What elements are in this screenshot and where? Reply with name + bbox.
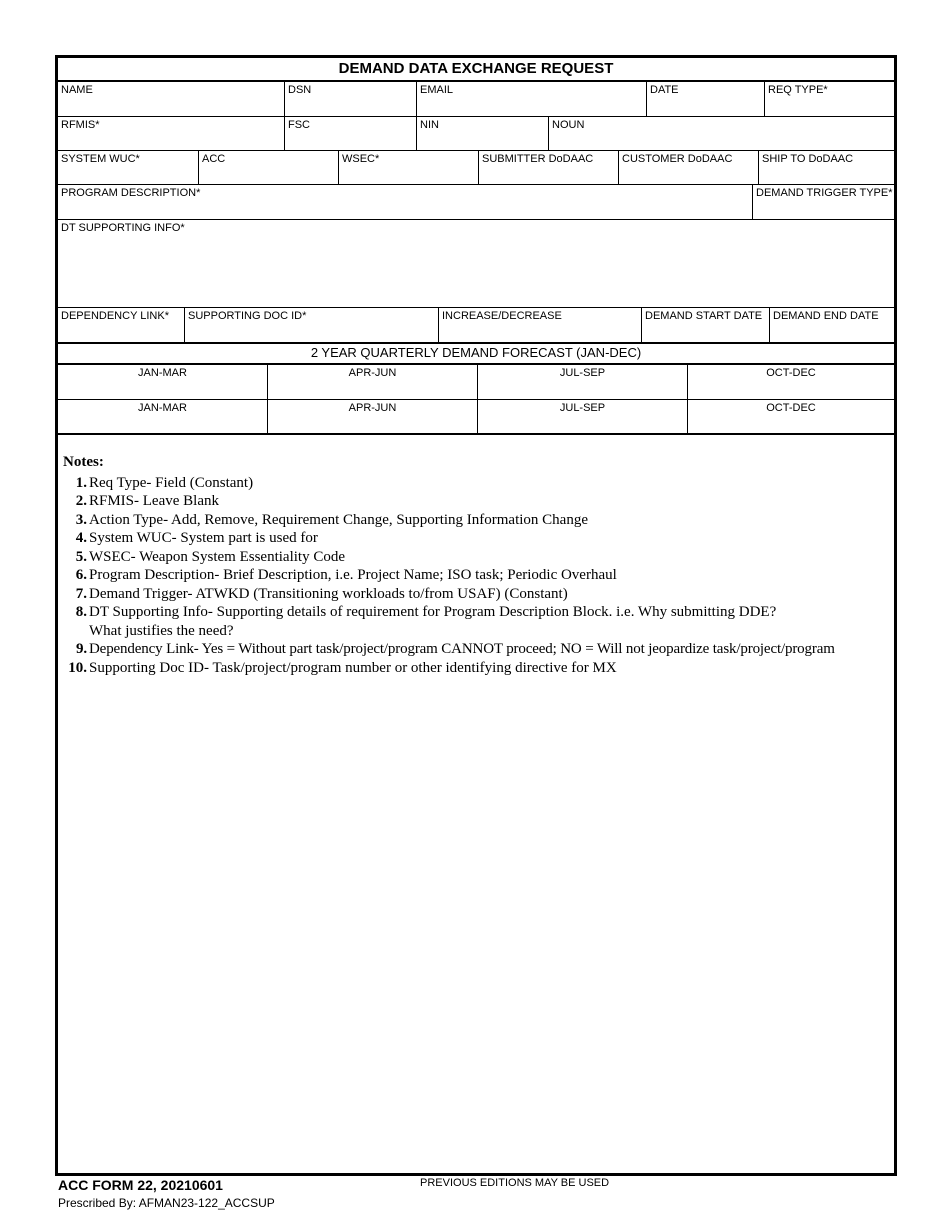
submitter-dodaac-field[interactable] (479, 151, 619, 185)
note-item (63, 585, 891, 604)
nin-label: NIN (420, 119, 439, 131)
note-text: Action Type- Add, Remove, Requirement Change, Supporting Information Change (89, 511, 588, 528)
note-text: Req Type- Field (Constant) (89, 474, 254, 491)
email-label: EMAIL (420, 84, 454, 96)
program-description-field[interactable] (58, 185, 753, 220)
submitter-dodaac-label: SUBMITTER DoDAAC (482, 153, 594, 165)
noun-field[interactable] (549, 117, 894, 151)
demand-trigger-type-label: DEMAND TRIGGER TYPE* (756, 187, 893, 199)
forecast-y1-jan-mar[interactable] (58, 365, 268, 400)
note-number: 7. (75, 585, 87, 602)
note-text: System WUC- System part is used for (89, 530, 318, 546)
form-id: ACC FORM 22, 20210601 (58, 1177, 223, 1193)
form-title: DEMAND DATA EXCHANGE REQUEST (58, 58, 894, 82)
dependency-link-field[interactable] (58, 308, 185, 343)
rfmis-field[interactable] (58, 117, 285, 151)
demand-end-date-label: DEMAND END DATE (773, 310, 879, 322)
dsn-label: DSN (288, 84, 312, 96)
wsec-field[interactable] (339, 151, 479, 185)
date-field[interactable] (647, 82, 765, 117)
email-field[interactable] (417, 82, 647, 117)
dsn-field[interactable] (285, 82, 417, 117)
forecast-quarter-label: APR-JUN (348, 402, 397, 414)
note-text: Dependency Link- Yes = Without part task/project/program CANNOT proceed; NO = Will not jeopardize task/project/program (89, 641, 835, 657)
demand-trigger-type-field[interactable] (753, 185, 894, 220)
increase-decrease-label: INCREASE/DECREASE (442, 310, 562, 322)
supporting-doc-id-field[interactable] (185, 308, 439, 343)
ship-to-dodaac-label: SHIP TO DoDAAC (762, 153, 854, 165)
forecast-y2-apr-jun[interactable] (268, 400, 478, 435)
note-item (63, 603, 891, 640)
fsc-label: FSC (288, 119, 310, 131)
noun-label: NOUN (552, 119, 585, 131)
dt-supporting-info-label: DT SUPPORTING INFO* (61, 222, 185, 234)
req-type-label: REQ TYPE* (768, 84, 828, 96)
note-number: 10. (68, 659, 87, 676)
req-type-field[interactable] (765, 82, 894, 117)
acc-field[interactable] (199, 151, 339, 185)
forecast-y2-jan-mar[interactable] (58, 400, 268, 435)
note-item (63, 474, 891, 493)
ship-to-dodaac-field[interactable] (759, 151, 894, 185)
note-number: 9. (76, 641, 87, 657)
supporting-doc-id-label: SUPPORTING DOC ID* (188, 310, 307, 322)
forecast-title: 2 YEAR QUARTERLY DEMAND FORECAST (JAN-DEC) (58, 343, 894, 365)
forecast-y2-oct-dec[interactable] (688, 400, 894, 435)
note-number: 4. (75, 530, 87, 546)
note-text: RFMIS- Leave Blank (89, 493, 219, 509)
note-item (63, 566, 891, 585)
note-item (63, 492, 891, 511)
forecast-quarter-label: JUL-SEP (559, 402, 606, 414)
forecast-quarter-label: JAN-MAR (138, 402, 187, 414)
demand-start-date-field[interactable] (642, 308, 770, 343)
wsec-label: WSEC* (342, 153, 380, 165)
acc-label: ACC (202, 153, 226, 165)
note-number: 3. (75, 511, 87, 528)
forecast-y1-apr-jun[interactable] (268, 365, 478, 400)
note-number: 2. (75, 493, 87, 509)
date-label: DATE (650, 84, 679, 96)
note-number: 8. (75, 604, 87, 620)
demand-start-date-label: DEMAND START DATE (645, 310, 763, 322)
name-label: NAME (61, 84, 93, 96)
notes-heading: Notes: (63, 454, 104, 470)
form-frame (55, 55, 897, 1176)
prescribed-by: Prescribed By: AFMAN23-122_ACCSUP (58, 1196, 275, 1210)
nin-field[interactable] (417, 117, 549, 151)
rfmis-label: RFMIS* (61, 119, 100, 131)
forecast-quarter-label: APR-JUN (348, 367, 397, 379)
forecast-quarter-label: OCT-DEC (766, 367, 816, 379)
note-item (63, 659, 891, 678)
demand-end-date-field[interactable] (770, 308, 894, 343)
previous-editions-note: PREVIOUS EDITIONS MAY BE USED (420, 1177, 610, 1189)
name-field[interactable] (58, 82, 285, 117)
note-text: Supporting Doc ID- Task/project/program number or other identifying directive for MX (89, 659, 617, 676)
note-number: 6. (75, 567, 87, 583)
increase-decrease-field[interactable] (439, 308, 642, 343)
note-item (63, 548, 891, 567)
note-number: 5. (75, 548, 87, 565)
forecast-quarter-label: JUL-SEP (559, 367, 606, 379)
program-description-label: PROGRAM DESCRIPTION* (61, 187, 201, 199)
note-item (63, 529, 891, 548)
note-number: 1. (75, 474, 87, 491)
dependency-link-label: DEPENDENCY LINK* (61, 310, 169, 322)
note-text: DT Supporting Info- Supporting details of requirement for Program Description Block. i.e. Why submitting DDE? What justifies the need? (89, 604, 777, 639)
forecast-y2-jul-sep[interactable] (478, 400, 688, 435)
system-wuc-label: SYSTEM WUC* (61, 153, 140, 165)
system-wuc-field[interactable] (58, 151, 199, 185)
forecast-quarter-label: JAN-MAR (138, 367, 187, 379)
forecast-y1-oct-dec[interactable] (688, 365, 894, 400)
customer-dodaac-field[interactable] (619, 151, 759, 185)
fsc-field[interactable] (285, 117, 417, 151)
note-text: Program Description- Brief Description, i.e. Project Name; ISO task; Periodic Overhaul (89, 567, 617, 583)
note-text: Demand Trigger- ATWKD (Transitioning workloads to/from USAF) (Constant) (89, 585, 568, 602)
forecast-quarter-label: OCT-DEC (766, 402, 816, 414)
forecast-y1-jul-sep[interactable] (478, 365, 688, 400)
note-text: WSEC- Weapon System Essentiality Code (89, 548, 345, 565)
note-item (63, 511, 891, 530)
note-item (63, 640, 891, 659)
notes-section (63, 453, 891, 677)
dt-supporting-info-field[interactable] (58, 220, 894, 308)
customer-dodaac-label: CUSTOMER DoDAAC (622, 153, 733, 165)
